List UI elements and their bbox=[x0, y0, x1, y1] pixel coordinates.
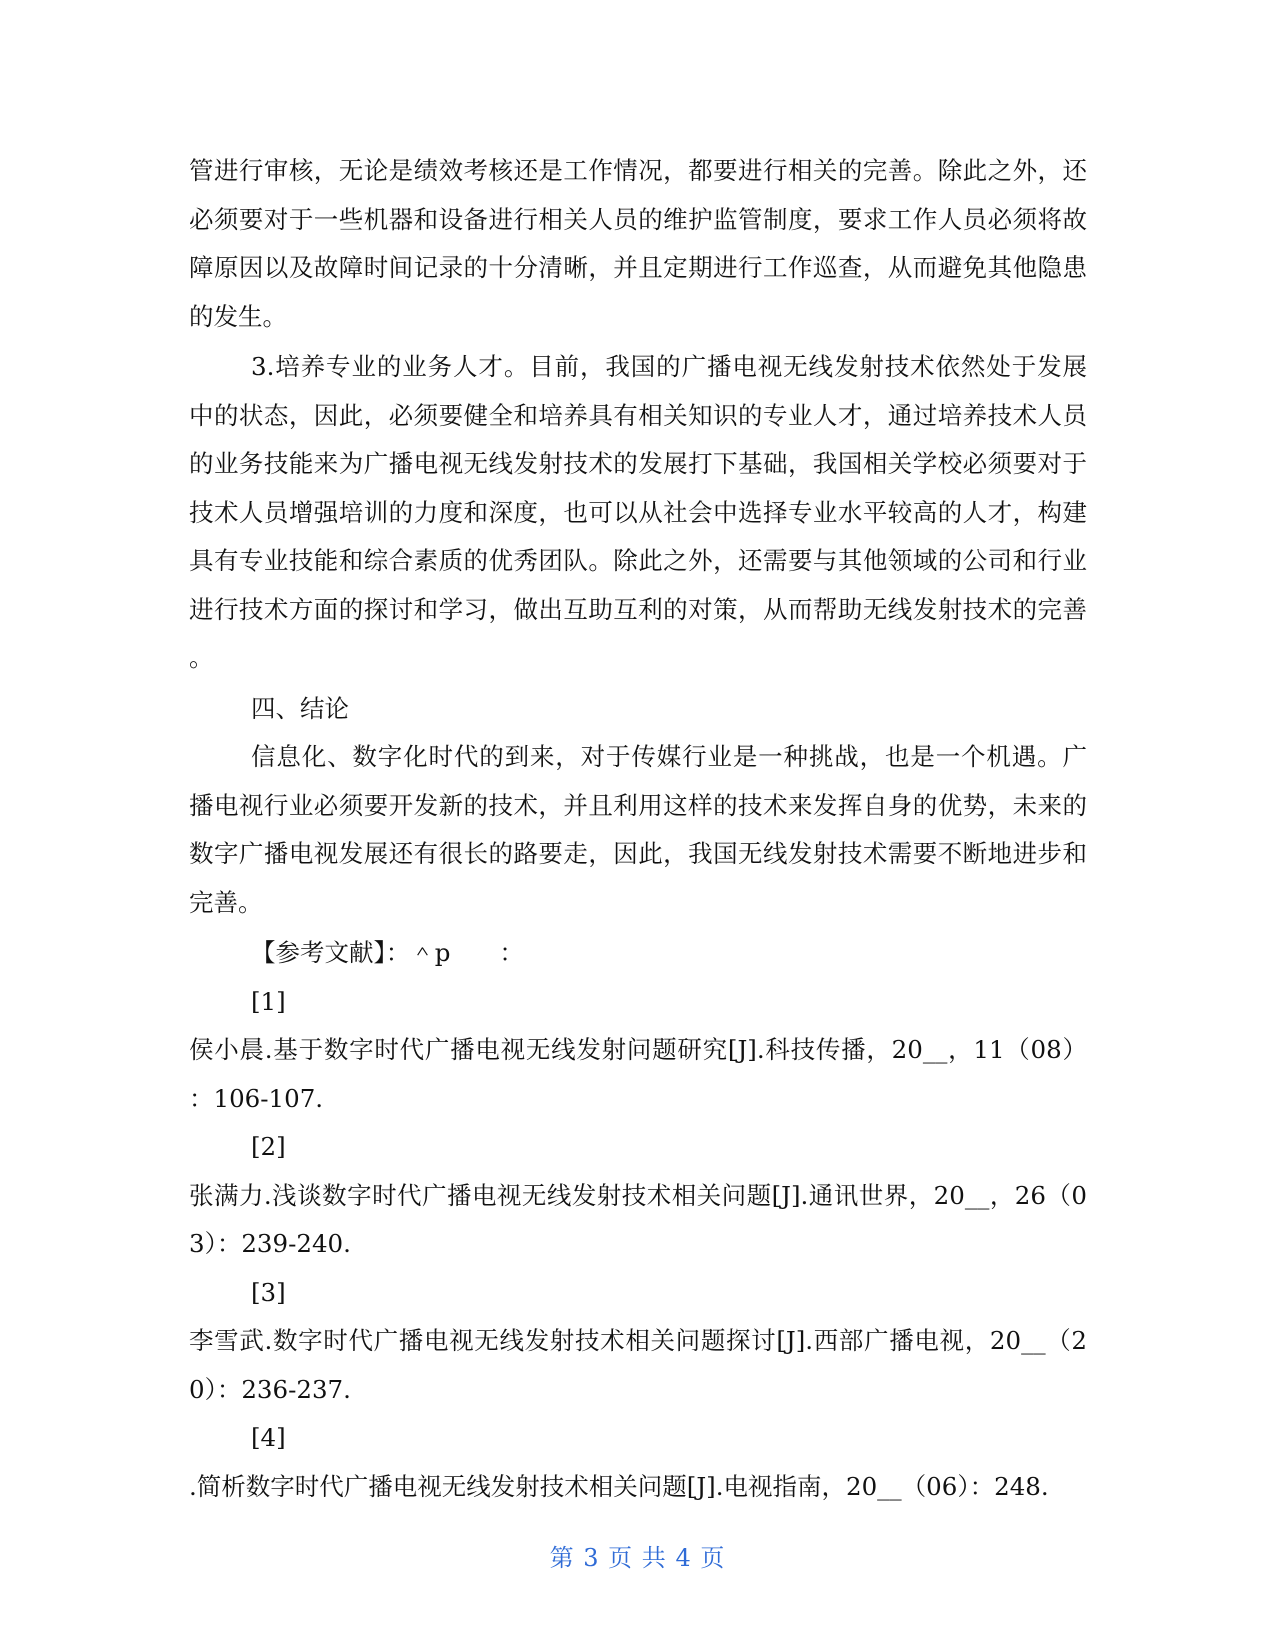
reference-text: 侯小晨.基于数字时代广播电视无线发射问题研究[J].科技传播，20__，11（08） bbox=[189, 1035, 1087, 1064]
text-line: 数字广播电视发展还有很长的路要走，因此，我国无线发射技术需要不断地进步和 bbox=[189, 839, 1087, 868]
text-line: 的发生。 bbox=[189, 301, 287, 331]
reference-number: [2] bbox=[251, 1132, 286, 1161]
reference-number: [1] bbox=[251, 986, 286, 1016]
text-line: 完善。 bbox=[189, 887, 263, 917]
text-line: 进行技术方面的探讨和学习，做出互助互利的对策，从而帮助无线发射技术的完善 bbox=[189, 594, 1087, 624]
paragraph-continued bbox=[189, 147, 1087, 341]
reference-number: [3] bbox=[251, 1277, 286, 1307]
text-line: 必须要对于一些机器和设备进行相关人员的维护监管制度，要求工作人员必须将故 bbox=[189, 204, 1087, 234]
text-line: 的业务技能来为广播电视无线发射技术的发展打下基础，我国相关学校必须要对于 bbox=[189, 449, 1087, 478]
text-line: 播电视行业必须要开发新的技术，并且利用这样的技术来发挥自身的优势，未来的 bbox=[189, 790, 1087, 820]
reference-text: .简析数字时代广播电视无线发射技术相关问题[J].电视指南，20__（06）：248. bbox=[189, 1471, 1049, 1501]
text-line: 障原因以及故障时间记录的十分清晰，并且定期进行工作巡查，从而避免其他隐患 bbox=[189, 253, 1087, 282]
text-line: 3.培养专业的业务人才。目前，我国的广播电视无线发射技术依然处于发展 bbox=[251, 352, 1087, 381]
references-heading: 【参考文献】：＾p ： bbox=[251, 938, 524, 967]
reference-item bbox=[189, 978, 1087, 1124]
text-line: 管进行审核，无论是绩效考核还是工作情况，都要进行相关的完善。除此之外，还 bbox=[189, 156, 1087, 185]
reference-text: 李雪武.数字时代广播电视无线发射技术相关问题探讨[J].西部广播电视，20__（2 bbox=[189, 1326, 1087, 1355]
reference-item bbox=[189, 1123, 1087, 1269]
reference-item bbox=[189, 1414, 1087, 1511]
reference-number: [4] bbox=[251, 1423, 286, 1452]
text-line: 中的状态，因此，必须要健全和培养具有相关知识的专业人才，通过培养技术人员 bbox=[189, 400, 1087, 430]
reference-text: ：106-107. bbox=[189, 1083, 324, 1113]
reference-text: 张满力.浅谈数字时代广播电视无线发射技术相关问题[J].通讯世界，20__，26（0 bbox=[189, 1180, 1087, 1210]
text-line: 。 bbox=[189, 643, 214, 672]
section-heading-conclusion: 四、结论 bbox=[251, 693, 349, 723]
text-line: 技术人员增强培训的力度和深度，也可以从社会中选择专业水平较高的人才，构建 bbox=[189, 497, 1087, 527]
reference-list bbox=[189, 978, 1087, 1512]
reference-item bbox=[189, 1269, 1087, 1415]
reference-text: 0）：236-237. bbox=[189, 1374, 351, 1404]
text-line: 信息化、数字化时代的到来，对于传媒行业是一种挑战，也是一个机遇。广 bbox=[251, 742, 1087, 771]
page-number-footer: 第 3 页 共 4 页 bbox=[549, 1544, 726, 1572]
paragraph-conclusion bbox=[189, 733, 1087, 927]
paragraph-3 bbox=[189, 343, 1087, 683]
text-line: 具有专业技能和综合素质的优秀团队。除此之外，还需要与其他领域的公司和行业 bbox=[189, 546, 1087, 575]
reference-text: 3）：239-240. bbox=[189, 1229, 351, 1258]
document-body bbox=[189, 147, 1087, 1511]
